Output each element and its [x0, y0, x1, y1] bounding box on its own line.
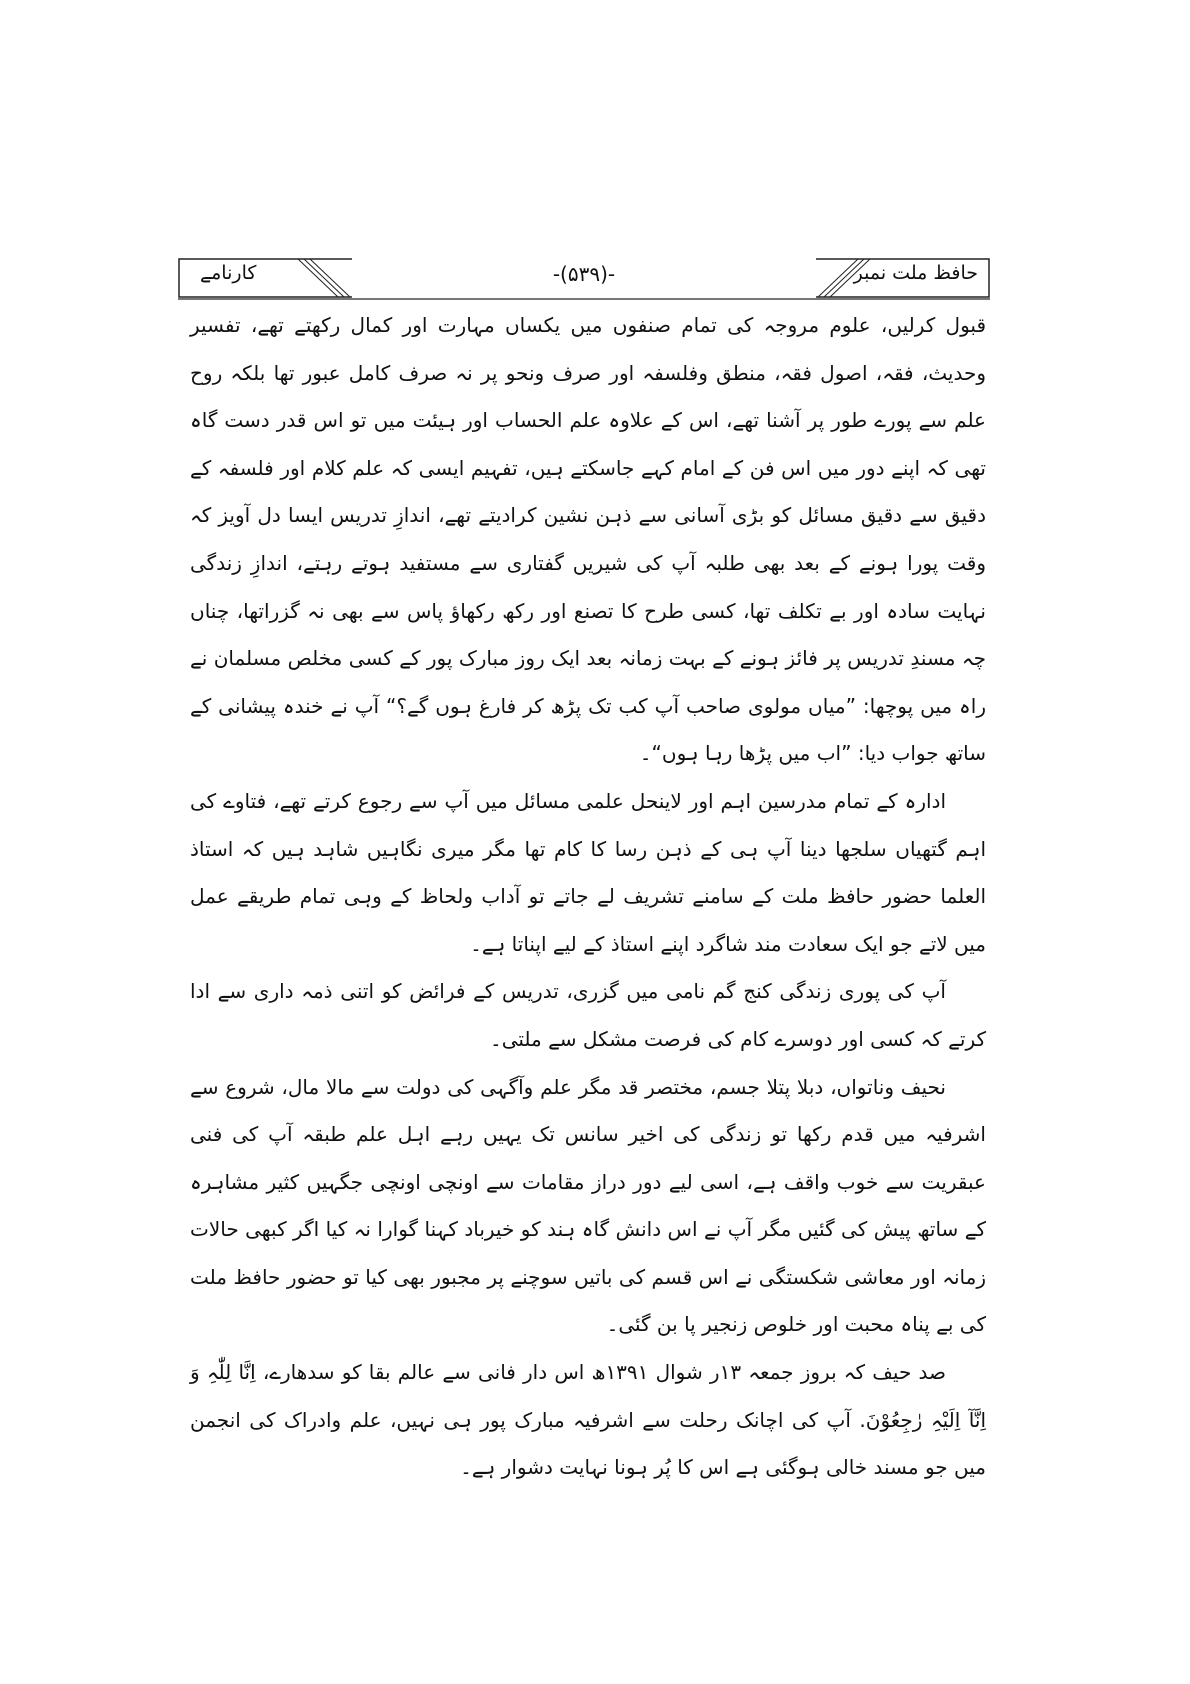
article-body — [190, 302, 986, 1492]
paragraph: نحیف وناتواں، دبلا پتلا جسم، مختصر قد مگر علم وآگہی کی دولت سے مالا مال، شروع سے اشرفیہ میں قدم رکھا تو زندگی کی اخیر سانس تک یہیں رہے اہل علم طبقہ آپ کی فنی عبقریت سے خوب واقف ہے، اسی لیے دور دراز مقامات سے اونچی اونچی جگہیں کثیر مشاہرہ کے ساتھ پیش کی گئیں مگر آپ نے اس دانش گاہ ہند کو خیرباد کہنا گوارا نہ کیا اگر کبھی حالات زمانہ اور معاشی شکستگی نے اس قسم کی باتیں سوچنے پر مجبور بھی کیا تو حضور حافظ ملت کی بے پناہ محبت اور خلوص زنجیر پا بن گئی۔ — [190, 1074, 986, 1337]
paragraph: ادارہ کے تمام مدرسین اہم اور لاینحل علمی مسائل میں آپ سے رجوع کرتے تھے، فتاوے کی اہم گتھیاں سلجھا دینا آپ ہی کے ذہن رسا کا کام تھا مگر میری نگاہیں شاہد ہیں کہ استاذ العلما حضور حافظ ملت کے سامنے تشریف لے جاتے تو آداب ولحاظ کے وہی تمام طریقے عمل میں لاتے جو ایک سعادت مند شاگرد اپنے استاذ کے لیے اپناتا ہے۔ — [190, 788, 986, 956]
page-number: -(۵۳۹)- — [552, 262, 616, 286]
paragraph: آپ کی پوری زندگی کنج گم نامی میں گزری، تدریس کے فرائض کو اتنی ذمہ داری سے ادا کرتے کہ کسی اور دوسرے کام کی فرصت مشکل سے ملتی۔ — [190, 979, 986, 1051]
journal-title: حافظ ملت نمبر — [853, 262, 978, 284]
paragraph: صد حیف کہ بروز جمعہ ۱۳ر شوال ۱۳۹۱ھ اس دار فانی سے عالم بقا کو سدھارے، اِنَّا لِلّٰہِ وَ اِنَّآ اِلَیْہِ رٰجِعُوْنَ. آپ کی اچانک رحلت سے اشرفیہ مبارک پور ہی نہیں، علم وادراک کی انجمن میں جو مسند خالی ہوگئی ہے اس کا پُر ہونا نہایت دشوار ہے۔ — [190, 1360, 986, 1480]
paragraph: قبول کرلیں، علوم مروجہ کی تمام صنفوں میں یکساں مہارت اور کمال رکھتے تھے، تفسیر وحدیث، فقہ، اصول فقہ، منطق وفلسفہ اور صرف ونحو پر نہ صرف کامل عبور تھا بلکہ روح علم سے پورے طور پر آشنا تھے، اس کے علاوہ علم الحساب اور ہیئت میں تو اس قدر دست گاہ تھی کہ اپنے دور میں اس فن کے امام کہے جاسکتے ہیں، تفہیم ایسی کہ علم کلام اور فلسفہ کے دقیق سے دقیق مسائل کو بڑی آسانی سے ذہن نشین کرادیتے تھے، اندازِ تدریس ایسا دل آویز کہ وقت پورا ہونے کے بعد بھی طلبہ آپ کی شیریں گفتاری سے مستفید ہوتے رہتے، اندازِ زندگی نہایت سادہ اور بے تکلف تھا، کسی طرح کا تصنع اور رکھ رکھاؤ پاس سے بھی نہ گزراتھا، چناں چہ مسندِ تدریس پر فائز ہونے کے بہت زمانہ بعد ایک روز مبارک پور کے کسی مخلص مسلمان نے راہ میں پوچھا: ”میاں مولوی صاحب آپ کب تک پڑھ کر فارغ ہوں گے؟“ آپ نے خندہ پیشانی کے ساتھ جواب دیا: ”اب میں پڑھا رہا ہوں“۔ — [190, 313, 986, 766]
running-header — [178, 258, 990, 300]
section-title: کارنامے — [200, 262, 257, 284]
